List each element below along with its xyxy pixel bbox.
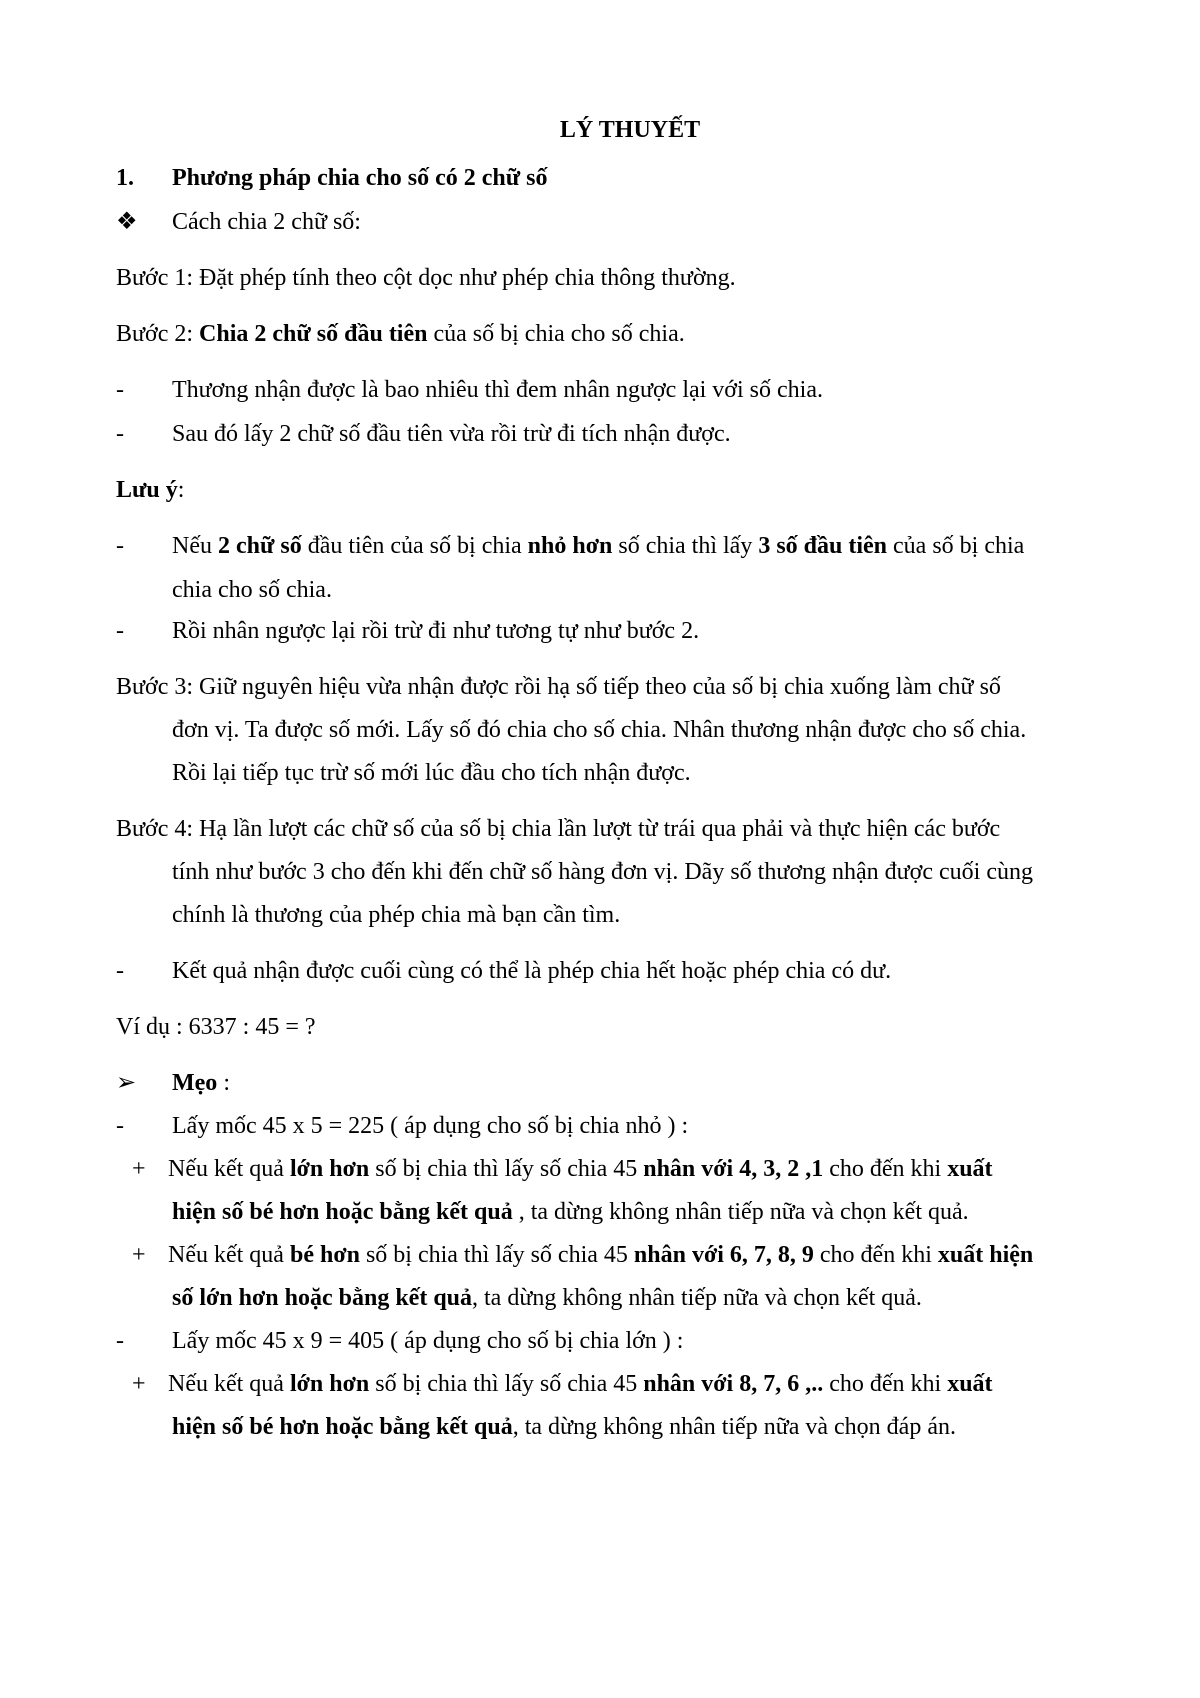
diamond-bullet-icon: ❖ bbox=[116, 209, 138, 235]
note-item-2: Rồi nhân ngược lại rồi trừ đi như tương tự như bước 2. bbox=[172, 618, 700, 644]
list-item: Sau đó lấy 2 chữ số đầu tiên vừa rồi trừ đi tích nhận được. bbox=[172, 421, 731, 447]
page-title: LÝ THUYẾT bbox=[559, 117, 701, 143]
step-1: Bước 1: Đặt phép tính theo cột dọc như phép chia thông thường. bbox=[116, 265, 736, 291]
tip-1a: Nếu kết quả lớn hơn số bị chia thì lấy số chia 45 nhân với 4, 3, 2 ,1 cho đến khi xuất bbox=[168, 1156, 993, 1182]
tip-1b-cont: số lớn hơn hoặc bằng kết quả, ta dừng không nhân tiếp nữa và chọn kết quả. bbox=[172, 1285, 922, 1311]
dash-bullet: - bbox=[116, 618, 124, 644]
plus-bullet: + bbox=[132, 1242, 146, 1268]
section-heading: Phương pháp chia cho số có 2 chữ số bbox=[172, 165, 548, 191]
tip-2a-cont: hiện số bé hơn hoặc bằng kết quả, ta dừng không nhân tiếp nữa và chọn đáp án. bbox=[172, 1414, 956, 1440]
step-3-line-3: Rồi lại tiếp tục trừ số mới lúc đầu cho tích nhận được. bbox=[172, 760, 691, 786]
section-number: 1. bbox=[116, 165, 134, 191]
dash-bullet: - bbox=[116, 533, 124, 559]
step-3-line-2: đơn vị. Ta được số mới. Lấy số đó chia cho số chia. Nhân thương nhận được cho số chia. bbox=[172, 717, 1027, 743]
tip-1b: Nếu kết quả bé hơn số bị chia thì lấy số chia 45 nhân với 6, 7, 8, 9 cho đến khi xuất hiện bbox=[168, 1242, 1034, 1268]
dash-bullet: - bbox=[116, 1113, 124, 1139]
tip-1: Lấy mốc 45 x 5 = 225 ( áp dụng cho số bị chia nhỏ ) : bbox=[172, 1113, 689, 1139]
tip-2a: Nếu kết quả lớn hơn số bị chia thì lấy số chia 45 nhân với 8, 7, 6 ,.. cho đến khi xuất bbox=[168, 1371, 993, 1397]
list-item: Thương nhận được là bao nhiêu thì đem nhân ngược lại với số chia. bbox=[172, 377, 823, 403]
tip-1a-cont: hiện số bé hơn hoặc bằng kết quả , ta dừng không nhân tiếp nữa và chọn kết quả. bbox=[172, 1199, 969, 1225]
dash-bullet: - bbox=[116, 958, 124, 984]
step-4-line-1: Bước 4: Hạ lần lượt các chữ số của số bị chia lần lượt từ trái qua phải và thực hiện các bước bbox=[116, 816, 1001, 842]
note-item-1-cont: chia cho số chia. bbox=[172, 577, 332, 603]
step-3-line-1: Bước 3: Giữ nguyên hiệu vừa nhận được rồi hạ số tiếp theo của số bị chia xuống làm chữ số bbox=[116, 674, 1001, 700]
plus-bullet: + bbox=[132, 1371, 146, 1397]
step-4-line-3: chính là thương của phép chia mà bạn cần tìm. bbox=[172, 902, 621, 928]
howto-label: Cách chia 2 chữ số: bbox=[172, 209, 361, 235]
arrow-bullet-icon: ➢ bbox=[116, 1070, 137, 1096]
dash-bullet: - bbox=[116, 377, 124, 403]
result-note: Kết quả nhận được cuối cùng có thể là phép chia hết hoặc phép chia có dư. bbox=[172, 958, 892, 984]
tip-2: Lấy mốc 45 x 9 = 405 ( áp dụng cho số bị chia lớn ) : bbox=[172, 1328, 684, 1354]
dash-bullet: - bbox=[116, 1328, 124, 1354]
tips-heading: Mẹo : bbox=[172, 1070, 230, 1096]
dash-bullet: - bbox=[116, 421, 124, 447]
plus-bullet: + bbox=[132, 1156, 146, 1182]
step-4-line-2: tính như bước 3 cho đến khi đến chữ số hàng đơn vị. Dãy số thương nhận được cuối cùng bbox=[172, 859, 1033, 885]
note-item-1: Nếu 2 chữ số đầu tiên của số bị chia nhỏ hơn số chia thì lấy 3 số đầu tiên của số bị chia bbox=[172, 533, 1025, 559]
note-heading: Lưu ý: bbox=[116, 477, 185, 503]
step-2: Bước 2: Chia 2 chữ số đầu tiên của số bị chia cho số chia. bbox=[116, 321, 685, 347]
example: Ví dụ : 6337 : 45 = ? bbox=[116, 1014, 316, 1040]
